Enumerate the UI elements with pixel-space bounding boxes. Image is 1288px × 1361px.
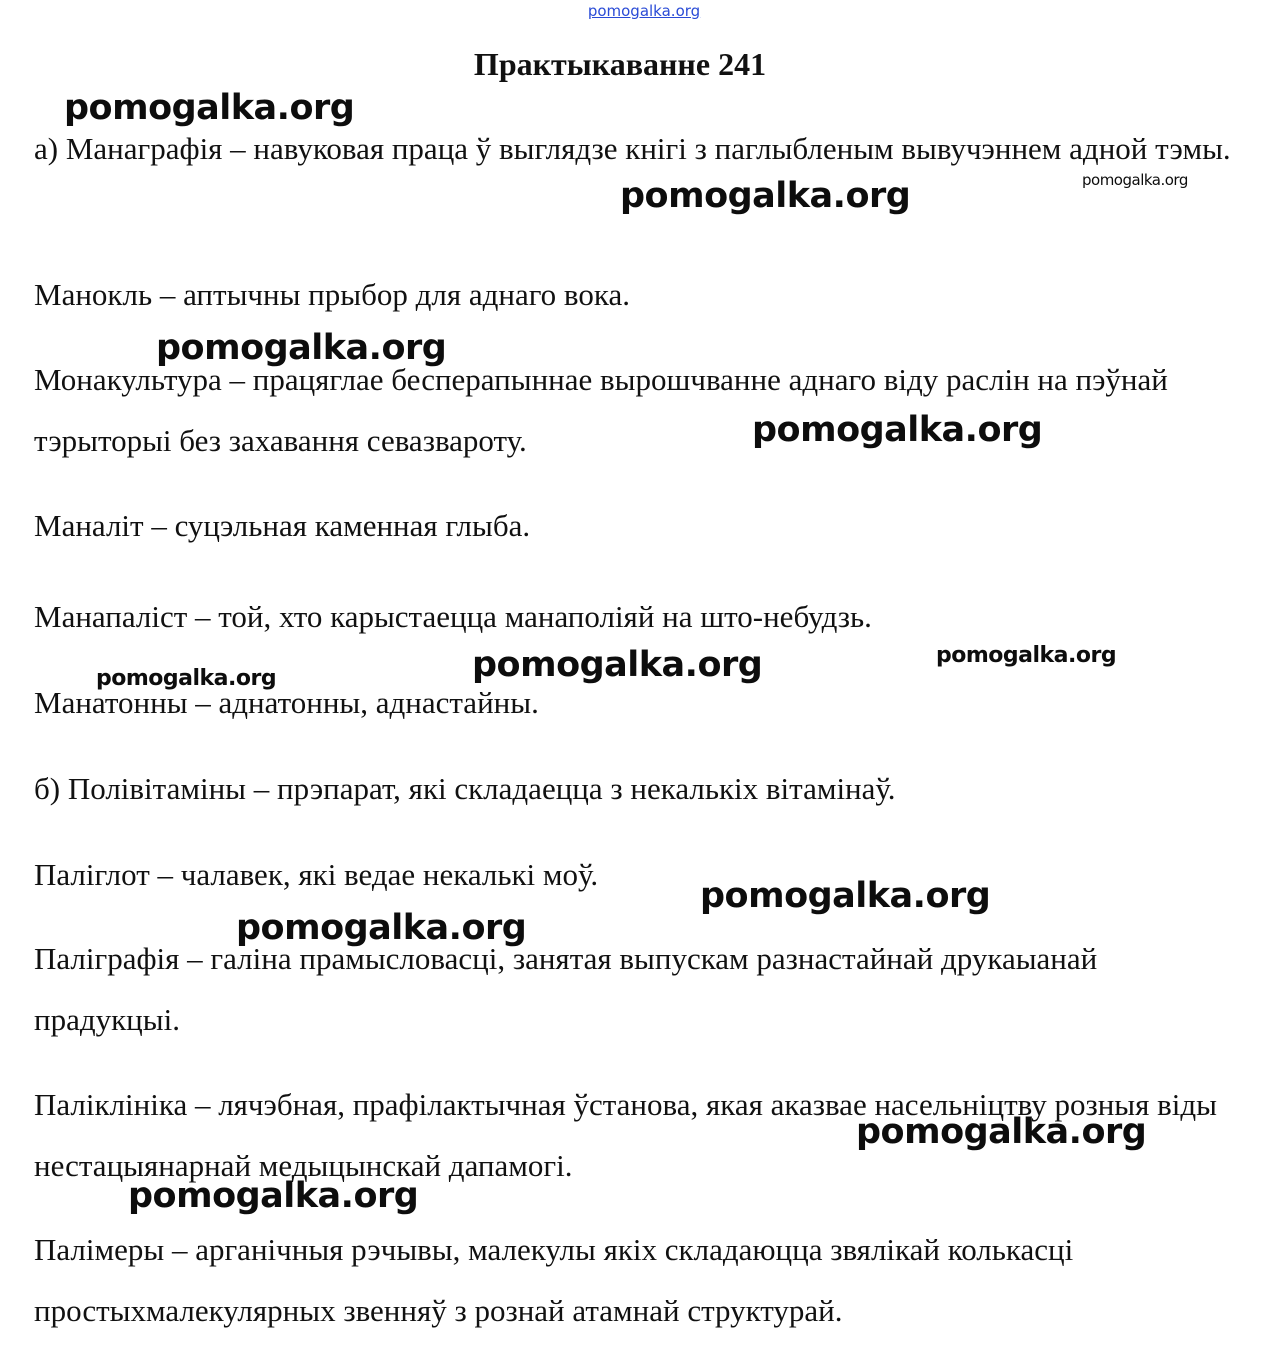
entry-polymers: Палімеры – арганічныя рэчывы, малекулы якіх складаюцца звялікай колькасці простыхмалекулярных звенняў з рознай атамнай структурай. <box>34 1232 1074 1328</box>
watermark: pomogalka.org <box>128 1176 419 1216</box>
watermark: pomogalka.org <box>620 176 911 216</box>
entry-polyclinic: Паліклініка – лячэбная, прафілактычная ўстанова, якая аказвае насельніцтву розныя віды нестацыянарнай медыцынскай дапамогі. <box>34 1087 1217 1183</box>
watermark: pomogalka.org <box>472 645 763 685</box>
entry-polyvitamins: б) Полівітаміны – прэпарат, які складаецца з некалькіх вітамінаў. <box>34 771 896 806</box>
page-title: Практыкаванне 241 <box>473 46 767 82</box>
entry-monotonous: Манатонны – аднатонны, аднастайны. <box>34 685 539 720</box>
entry-monocle: Манокль – аптычны прыбор для аднаго вока. <box>34 277 630 312</box>
entry-monoculture: Монакультура – працяглае бесперапыннае вырошчванне аднаго віду раслін на пэўнай тэрыторыі без захавання севазвароту. <box>34 362 1168 458</box>
watermark: pomogalka.org <box>64 88 355 128</box>
entry-monolith: Маналіт – суцэльная каменная глыба. <box>34 508 531 543</box>
watermark: pomogalka.org <box>936 643 1117 668</box>
watermark: pomogalka.org <box>1082 171 1188 189</box>
entry-printing: Паліграфія – галіна прамысловасці, занятая выпускам разнастайнай друкаыанай прадукцыі. <box>34 941 1098 1037</box>
entry-polyglot: Паліглот – чалавек, які ведае некалькі моў. <box>34 857 599 892</box>
entry-monopolist: Манапаліст – той, хто карыстаецца манаполіяй на што-небудзь. <box>34 599 872 634</box>
watermark: pomogalka.org <box>700 876 991 916</box>
entry-monograph: а) Манаграфія – навуковая праца ў выглядзе кнігі з паглыбленым вывучэннем адной тэмы. <box>34 131 1231 166</box>
site-link[interactable]: pomogalka.org <box>587 2 701 20</box>
watermark: pomogalka.org <box>236 908 527 948</box>
watermark: pomogalka.org <box>96 666 277 691</box>
watermark: pomogalka.org <box>752 410 1043 450</box>
watermark: pomogalka.org <box>856 1112 1147 1152</box>
watermark: pomogalka.org <box>156 328 447 368</box>
